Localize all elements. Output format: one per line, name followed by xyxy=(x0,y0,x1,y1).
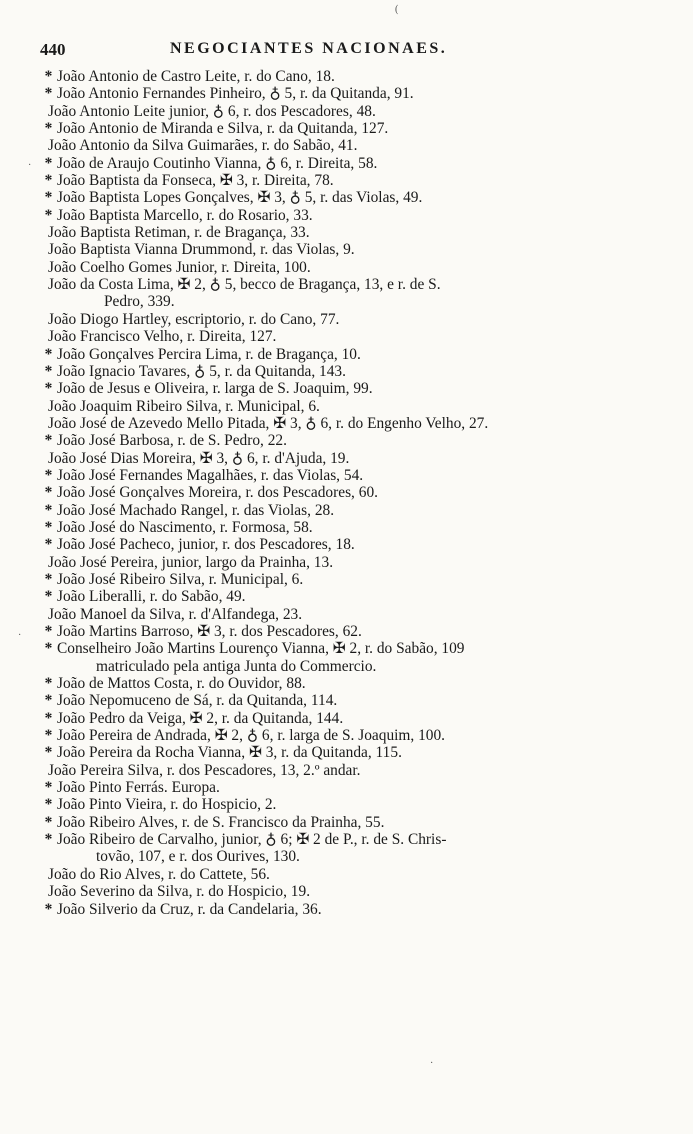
list-item xyxy=(40,692,670,709)
entry-text: João José Machado Rangel, r. das Violas, 28. xyxy=(57,501,335,519)
asterisk-marker: * xyxy=(44,640,53,658)
entry-text: João Baptista Lopes Gonçalves, ✠ 3, ♁ 5, r. das Violas, 49. xyxy=(57,189,423,207)
entry-text: João Gonçalves Percira Lima, r. de Bragança, 10. xyxy=(57,345,361,363)
asterisk-marker: * xyxy=(44,692,53,710)
entry-text: João Martins Barroso, ✠ 3, r. dos Pescadores, 62. xyxy=(57,623,362,640)
entry-text: João Pedro da Veiga, ✠ 2, r. da Quitanda, 144. xyxy=(57,709,344,727)
entry-text: João Diogo Hartley, escriptorio, r. do Cano, 77. xyxy=(48,310,340,328)
list-item xyxy=(40,363,670,380)
entry-text: João Baptista da Fonseca, ✠ 3, r. Direita, 78. xyxy=(57,172,334,190)
entry-text: João Pinto Ferrás. Europa. xyxy=(57,779,220,797)
entry-text: João Silverio da Cruz, r. da Candelaria, 36. xyxy=(57,900,322,918)
list-item xyxy=(40,103,670,120)
asterisk-marker: * xyxy=(44,709,53,727)
list-item xyxy=(40,779,670,796)
asterisk-marker: * xyxy=(44,570,53,588)
asterisk-marker: * xyxy=(44,675,53,693)
entry-text: João Severino da Silva, r. do Hospicio, 19. xyxy=(48,883,311,901)
entry-text: João José Ribeiro Silva, r. Municipal, 6. xyxy=(57,570,304,588)
entry-text: João do Rio Alves, r. do Cattete, 56. xyxy=(48,865,270,883)
entry-text: João de Mattos Costa, r. do Ouvidor, 88. xyxy=(57,675,306,693)
entry-text: João de Araujo Coutinho Vianna, ♁ 6, r. Direita, 58. xyxy=(57,154,378,172)
entry-continuation: Pedro, 339. xyxy=(104,293,175,311)
page-mark: · xyxy=(430,1058,434,1069)
list-item xyxy=(40,241,670,258)
list-item xyxy=(40,346,670,363)
asterisk-marker: * xyxy=(44,362,53,380)
list-item xyxy=(40,866,670,883)
entry-text: João Nepomuceno de Sá, r. da Quitanda, 114. xyxy=(57,692,338,710)
list-item xyxy=(40,554,670,571)
list-item xyxy=(40,155,670,172)
list-item xyxy=(40,675,670,692)
list-item xyxy=(40,744,670,761)
asterisk-marker: * xyxy=(44,501,53,519)
list-item xyxy=(40,467,670,484)
list-item xyxy=(40,189,670,206)
asterisk-marker: * xyxy=(44,189,53,207)
entry-text: João José Gonçalves Moreira, r. dos Pescadores, 60. xyxy=(57,484,378,502)
list-item xyxy=(40,172,670,189)
list-item xyxy=(40,519,670,536)
asterisk-marker: * xyxy=(44,68,53,85)
entry-text: João Baptista Marcello, r. do Rosario, 33. xyxy=(57,206,313,224)
entry-text: João da Costa Lima, ✠ 2, ♁ 5, becco de Bragança, 13, e r. de S. xyxy=(48,276,441,294)
entry-text: João Pinto Vieira, r. do Hospicio, 2. xyxy=(57,796,277,814)
list-item xyxy=(40,536,670,553)
asterisk-marker: * xyxy=(44,744,53,762)
entry-text: João José Barbosa, r. de S. Pedro, 22. xyxy=(57,432,287,450)
entry-text: João Ribeiro de Carvalho, junior, ♁ 6; ✠ 2 de P., r. de S. Chris- xyxy=(57,831,447,849)
list-item xyxy=(40,415,670,432)
asterisk-marker: * xyxy=(44,172,53,190)
list-item xyxy=(40,432,670,449)
entry-text: João Baptista Vianna Drummond, r. das Violas, 9. xyxy=(48,241,355,259)
list-item xyxy=(40,328,670,345)
asterisk-marker: * xyxy=(44,623,53,640)
entry-text: João José Dias Moreira, ✠ 3, ♁ 6, r. d'Ajuda, 19. xyxy=(48,449,350,467)
page-mark: · xyxy=(28,160,32,171)
entry-text: João Baptista Retiman, r. de Bragança, 33. xyxy=(48,224,310,242)
list-item xyxy=(40,450,670,467)
entry-text: João Ignacio Tavares, ♁ 5, r. da Quitanda, 143. xyxy=(57,362,346,380)
entry-text: João Coelho Gomes Junior, r. Direita, 100. xyxy=(48,258,311,276)
list-item xyxy=(40,606,670,623)
list-item xyxy=(40,120,670,137)
entry-text: João Joaquim Ribeiro Silva, r. Municipal, 6. xyxy=(48,397,320,415)
entry-text: João José Pacheco, junior, r. dos Pescadores, 18. xyxy=(57,536,355,554)
entry-text: Conselheiro João Martins Lourenço Vianna, ✠ 2, r. do Sabão, 109 xyxy=(57,640,465,658)
entry-text: João Pereira Silva, r. dos Pescadores, 13, 2.º andar. xyxy=(48,761,361,779)
list-item xyxy=(40,883,670,900)
asterisk-marker: * xyxy=(44,518,53,536)
entry-text: João José do Nascimento, r. Formosa, 58. xyxy=(57,518,313,536)
asterisk-marker: * xyxy=(44,727,53,745)
list-item xyxy=(40,207,670,224)
entry-text: João José de Azevedo Mello Pitada, ✠ 3, ♁ 6, r. do Engenho Velho, 27. xyxy=(48,414,489,432)
list-item xyxy=(40,502,670,519)
asterisk-marker: * xyxy=(44,466,53,484)
asterisk-marker: * xyxy=(44,85,53,103)
list-item xyxy=(40,762,670,779)
list-item xyxy=(40,571,670,588)
page-header xyxy=(40,40,640,66)
entry-text: João Antonio de Miranda e Silva, r. da Quitanda, 127. xyxy=(57,120,389,138)
list-item xyxy=(40,224,670,241)
asterisk-marker: * xyxy=(44,120,53,138)
page-number: 440 xyxy=(40,40,66,59)
entry-text: João Pereira de Andrada, ✠ 2, ♁ 6, r. larga de S. Joaquim, 100. xyxy=(57,727,446,745)
list-item xyxy=(40,68,670,85)
asterisk-marker: * xyxy=(44,796,53,814)
list-item xyxy=(40,311,670,328)
entry-text: João José Fernandes Magalhães, r. das Violas, 54. xyxy=(57,466,364,484)
page-mark: ( xyxy=(395,4,399,15)
asterisk-marker: * xyxy=(44,831,53,849)
asterisk-marker: * xyxy=(44,432,53,450)
list-item xyxy=(40,727,670,744)
list-item xyxy=(40,623,670,640)
asterisk-marker: * xyxy=(44,536,53,554)
list-item xyxy=(40,259,670,276)
entry-text: João Ribeiro Alves, r. de S. Francisco da Prainha, 55. xyxy=(57,813,385,831)
list-item xyxy=(40,901,670,918)
list-item xyxy=(40,398,670,415)
asterisk-marker: * xyxy=(44,484,53,502)
entry-text: João Antonio da Silva Guimarães, r. do Sabão, 41. xyxy=(48,137,358,155)
asterisk-marker: * xyxy=(44,588,53,606)
entry-continuation: matriculado pela antiga Junta do Commercio. xyxy=(96,657,377,675)
entry-text: João Antonio Fernandes Pinheiro, ♁ 5, r. da Quitanda, 91. xyxy=(57,85,414,103)
list-item xyxy=(40,85,670,102)
page-mark: · xyxy=(18,630,22,641)
list-item xyxy=(40,380,670,397)
asterisk-marker: * xyxy=(44,779,53,797)
asterisk-marker: * xyxy=(44,154,53,172)
asterisk-marker: * xyxy=(44,345,53,363)
list-item xyxy=(40,710,670,727)
entry-text: João Manoel da Silva, r. d'Alfandega, 23. xyxy=(48,605,303,623)
running-title: NEGOCIANTES NACIONAES. xyxy=(170,40,448,57)
list-item xyxy=(40,588,670,605)
list-item xyxy=(40,831,670,866)
entry-text: João Pereira da Rocha Vianna, ✠ 3, r. da Quitanda, 115. xyxy=(57,744,402,762)
entry-continuation: tovão, 107, e r. dos Ourives, 130. xyxy=(96,848,300,866)
list-item xyxy=(40,814,670,831)
list-item xyxy=(40,796,670,813)
asterisk-marker: * xyxy=(44,813,53,831)
list-item xyxy=(40,640,670,675)
asterisk-marker: * xyxy=(44,380,53,398)
entry-text: João Francisco Velho, r. Direita, 127. xyxy=(48,328,277,346)
entry-text: João Liberalli, r. do Sabão, 49. xyxy=(57,588,246,606)
entry-text: João Antonio Leite junior, ♁ 6, r. dos Pescadores, 48. xyxy=(48,102,376,120)
asterisk-marker: * xyxy=(44,206,53,224)
directory-list xyxy=(40,68,670,918)
list-item xyxy=(40,137,670,154)
entry-text: João José Pereira, junior, largo da Prainha, 13. xyxy=(48,553,334,571)
entry-text: João de Jesus e Oliveira, r. larga de S. Joaquim, 99. xyxy=(57,380,373,398)
entry-text: João Antonio de Castro Leite, r. do Cano, 18. xyxy=(57,68,335,85)
list-item xyxy=(40,484,670,501)
list-item xyxy=(40,276,670,311)
asterisk-marker: * xyxy=(44,900,53,918)
